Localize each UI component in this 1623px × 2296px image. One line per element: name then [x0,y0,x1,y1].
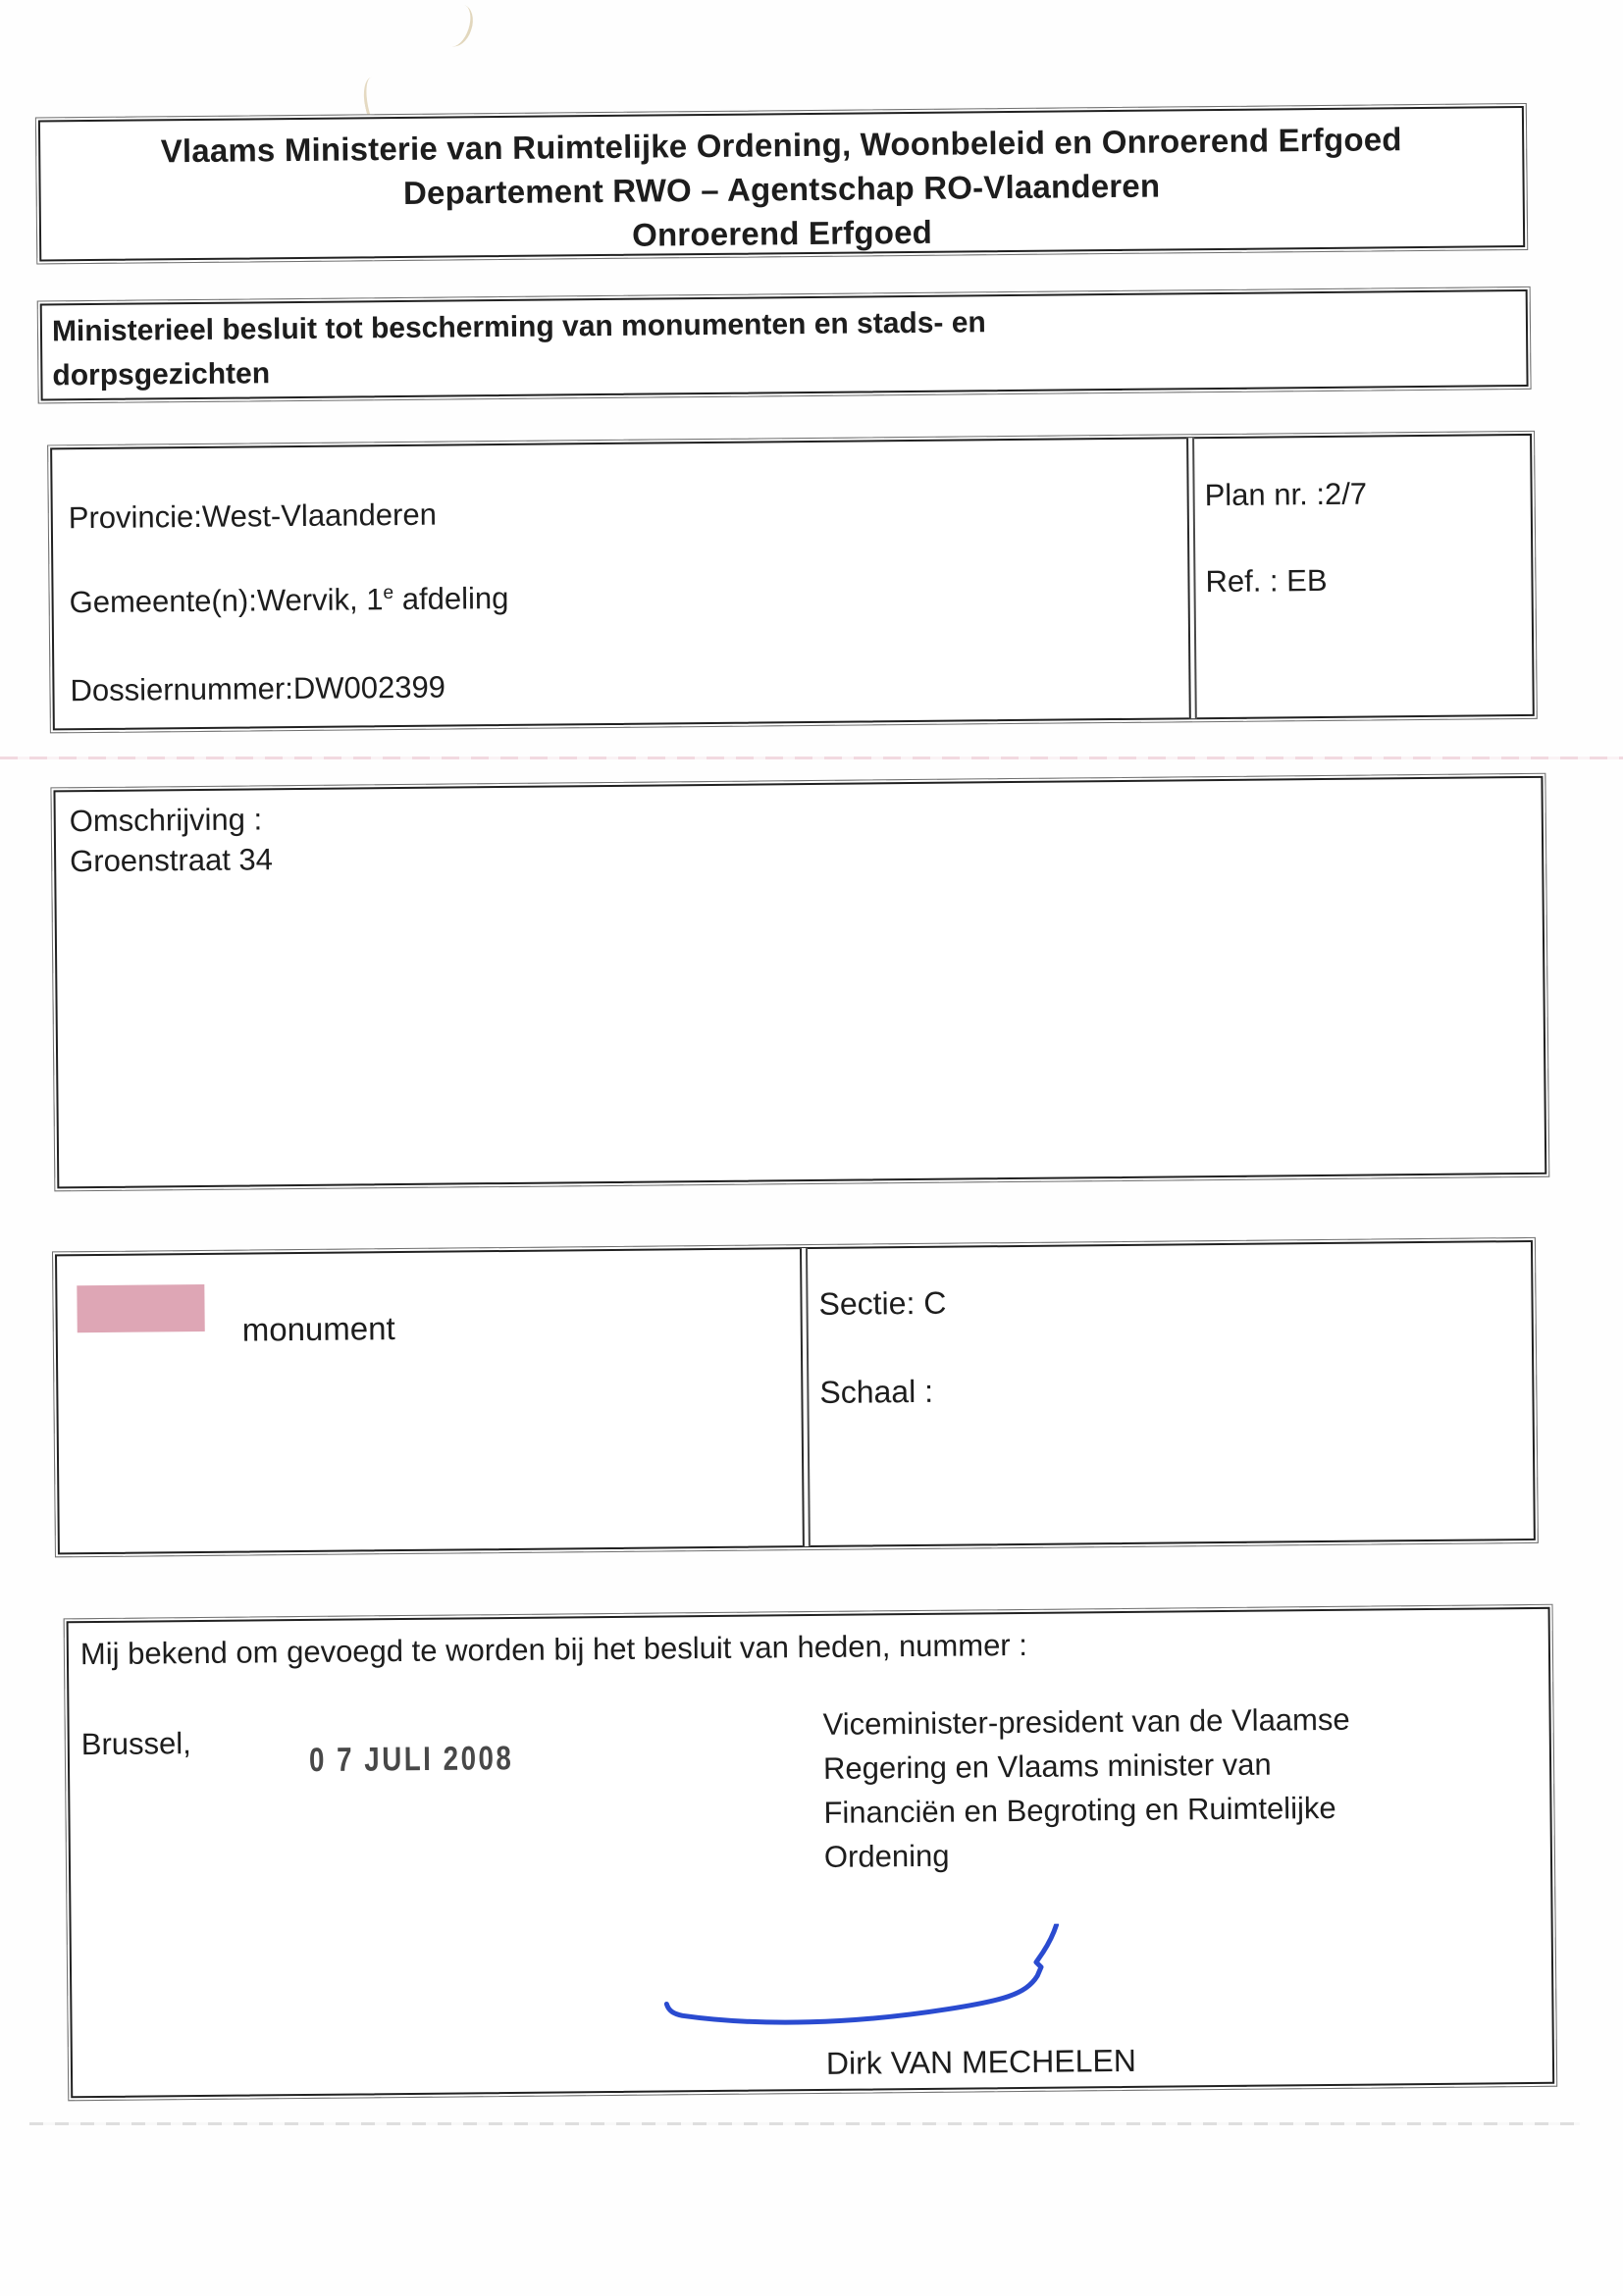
minister-title-line: Viceminister-president van de Vlaamse [822,1701,1350,1742]
agency-name: Onroerend Erfgoed [631,213,933,253]
signature-path [666,1925,1058,2024]
description-box [50,773,1549,1192]
scale-field: Schaal : [819,1373,934,1410]
city-label: Brussel, [80,1726,191,1762]
municipality-text-suffix: afdeling [393,580,509,617]
legend-label: monument [241,1310,395,1348]
municipality-superscript: e [383,582,394,603]
case-info-box [47,431,1538,734]
decree-title-box [37,287,1532,404]
signer-name: Dirk VAN MECHELEN [825,2042,1137,2081]
legend-box [52,1237,1539,1557]
ministry-header-box [35,103,1528,265]
plan-number-field: Plan nr. :2/7 [1204,476,1368,513]
signature-box [64,1604,1558,2102]
minister-title [822,1697,1351,1879]
description-label: Omschrijving : [69,802,263,839]
decree-title-line: Ministerieel besluit tot bescherming van monumenten en stads- en [51,306,986,348]
legend-box-divider [800,1248,811,1546]
minister-title-line: Regering en Vlaams minister van [822,1747,1272,1786]
info-box-divider [1186,438,1197,718]
municipality-field [69,581,508,620]
minister-title-line: Financiën en Begroting en Ruimtelijke [823,1790,1336,1830]
province-field: Provincie:West-Vlaanderen [68,496,438,536]
department-name: Departement RWO – Agentschap RO-Vlaanderen [402,167,1161,211]
attachment-statement: Mij bekend om gevoegd te worden bij het besluit van heden, nummer : [79,1627,1028,1672]
description-value: Groenstraat 34 [69,842,274,879]
decree-title-line: dorpsgezichten [52,357,271,392]
section-field: Sectie: C [818,1284,947,1322]
reference-field: Ref. : EB [1205,562,1328,600]
dossier-number-field: Dossiernummer:DW002399 [70,669,446,708]
date-stamp: 0 7 JULI 2008 [308,1738,514,1779]
monument-color-swatch [77,1284,204,1332]
signature-stroke [656,1923,1138,2041]
minister-title-line: Ordening [823,1838,950,1874]
ministry-name: Vlaams Ministerie van Ruimtelijke Ordening, Woonbeleid en Onroerend Erfgoed [160,121,1402,170]
municipality-text: Gemeente(n):Wervik, 1 [69,582,384,620]
